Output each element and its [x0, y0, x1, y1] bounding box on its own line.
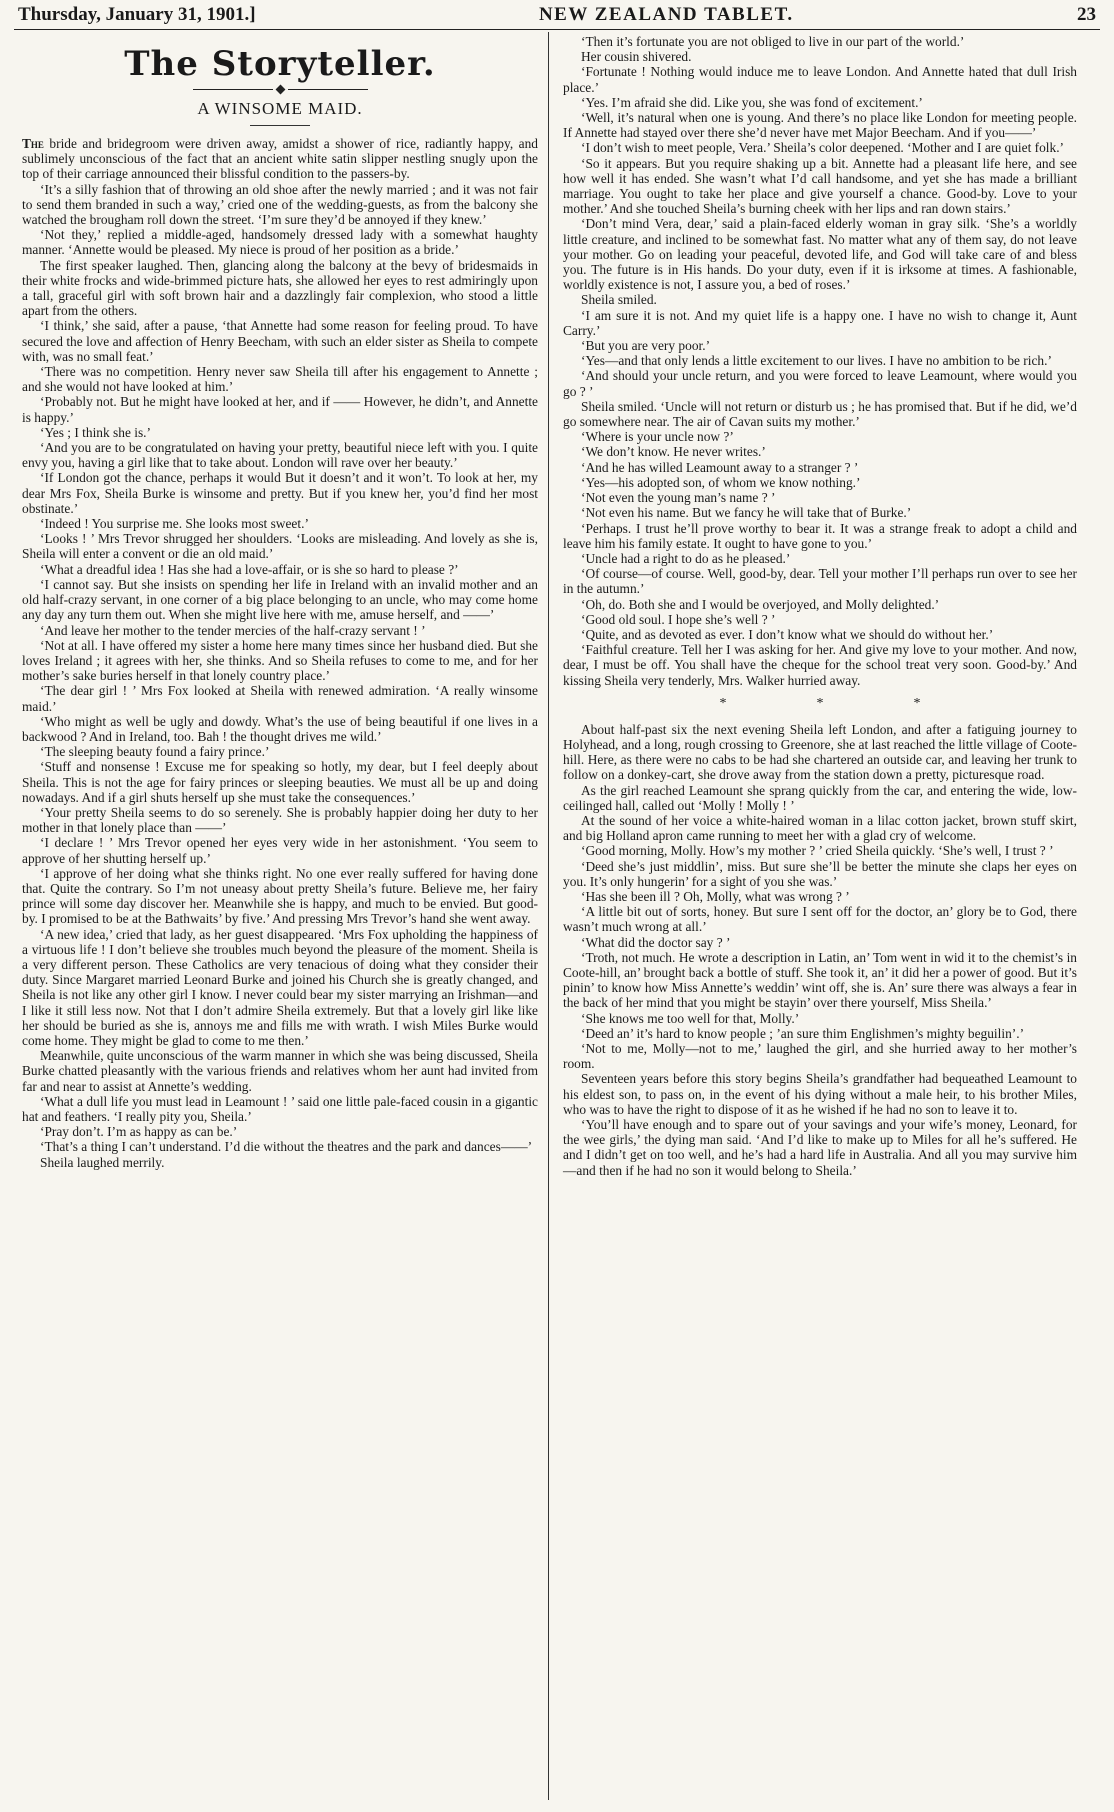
- paragraph: As the girl reached Leamount she sprang quickly from the car, and entering the wide, low-ceilinged hall, called out ‘Molly ! Molly ! ’: [563, 782, 1077, 813]
- paragraph: ‘Yes—his adopted son, of whom we know nothing.’: [581, 474, 861, 490]
- paragraph: Sheila smiled.: [581, 292, 657, 308]
- paragraph: ‘And you are to be congratulated on having your pretty, beautiful niece left with you. I quite envy you, having a girl like that to take about. London will rave over her beauty.’: [22, 440, 538, 471]
- paragraph: ‘Then it’s fortunate you are not obliged to live in our part of the world.’: [581, 34, 965, 49]
- paragraph: ‘Fortunate ! Nothing would induce me to leave London. And Annette hated that dull Irish place.’: [563, 64, 1077, 95]
- paragraph: ‘Not to me, Molly—not to me,’ laughed the girl, and she hurried away to her mother’s room.: [563, 1041, 1077, 1072]
- separator-star: *: [913, 695, 921, 711]
- paragraph: Seventeen years before this story begins Sheila’s grandfather had bequeathed Leamount to his eldest son, to pass on, in the event of his dying without a male heir, to his brother Miles, who was to have the right to dispose of it as he wished if he had no son to leave it to.: [563, 1071, 1077, 1117]
- left-column: [14, 30, 548, 1800]
- paragraph: ‘Quite, and as devoted as ever. I don’t know what we should do without her.’: [581, 626, 994, 642]
- paragraph: ‘What a dull life you must lead in Leamount ! ’ said one little pale-faced cousin in a gigantic hat and feathers. ‘I really pity you, Sheila.’: [22, 1093, 538, 1124]
- separator-star: *: [719, 695, 727, 711]
- paragraph: ‘I am sure it is not. And my quiet life is a happy one. I have no wish to change it, Aunt Carry.’: [563, 307, 1077, 338]
- paragraph: ‘Indeed ! You surprise me. She looks most sweet.’: [40, 516, 309, 532]
- opening-word: The: [22, 136, 44, 151]
- paragraph: ‘What did the doctor say ? ’: [581, 934, 731, 950]
- opening-text: bride and bridegroom were driven away, amidst a shower of rice, radiantly happy, and sublimely unconscious of the fact that an ancient white satin slipper nestling snugly upon the top of their carriage announced their blissful condition to the passers-by.: [22, 136, 538, 182]
- paragraph: ‘That’s a thing I can’t understand. I’d die without the theatres and the park and dances——’: [40, 1139, 533, 1155]
- paragraph: ‘Of course—of course. Well, good-by, dear. Tell your mother I’ll perhaps run over to see her in the autumn.’: [563, 566, 1077, 597]
- paragraph: ‘A new idea,’ cried that lady, as her guest disappeared. ‘Mrs Fox upholding the happiness of a virtuous life ! I don’t believe she troubles much beyond the pleasure of the moment. Sheila is a very different person. These Catholics are very tenacious of doing what they consider their duty. Since Margaret married Leonard Burke and joined his Church she is greatly changed, and Sheila is not like any other girl I know. I never could bear my sister marrying an Irishman—and I like it still less now. Not that I don’t admire Sheila extremely. But that a lovely girl like like her should be buried as she is, annoys me and fills me with wrath. I wish Miles Burke would come home. They might be glad to come to me then.’: [22, 926, 538, 1048]
- right-column: [549, 30, 1083, 1800]
- paragraph: ‘I think,’ she said, after a pause, ‘that Annette had some reason for feeling proud. To have secured the love and affection of Henry Beecham, with such an elder sister as Sheila to compete with, was no small feat.’: [22, 318, 538, 364]
- paragraph: The first speaker laughed. Then, glancing along the balcony at the bevy of bridesmaids in their white frocks and wide-brimmed picture hats, she allowed her eyes to rest admiringly upon a tall, graceful girl with soft brown hair and a dazzlingly fair complexion, who stood a little apart from the others.: [22, 257, 538, 319]
- paragraph: At the sound of her voice a white-haired woman in a lilac cotton jacket, brown stuff skirt, and big Holland apron came running to meet her with a glad cry of welcome.: [563, 812, 1077, 844]
- paragraph: ‘The dear girl ! ’ Mrs Fox looked at Sheila with renewed admiration. ‘A really winsome maid.’: [22, 683, 538, 714]
- issue-date: Thursday, January 31, 1901.]: [18, 4, 256, 25]
- paragraph: Meanwhile, quite unconscious of the warm manner in which she was being discussed, Sheila Burke chatted pleasantly with the various friends and relatives whom her aunt had invited from far and near to assist at Annette’s wedding.: [22, 1048, 538, 1094]
- paragraph: ‘And leave her mother to the tender mercies of the half-crazy servant ! ’: [40, 622, 426, 638]
- paragraph: Sheila smiled. ‘Uncle will not return or disturb us ; he has promised that. But if he did, we’d go somewhere near. The air of Cavan suits my mother.’: [563, 398, 1077, 430]
- paragraph: ‘Your pretty Sheila seems to do so serenely. She is probably happier doing her duty to her mother in that lonely place than ——’: [22, 804, 538, 836]
- paragraph: ‘And he has willed Leamount away to a stranger ? ’: [581, 459, 859, 475]
- paragraph: ‘She knows me too well for that, Molly.’: [581, 1010, 800, 1026]
- paragraph: ‘Yes ; I think she is.’: [40, 424, 151, 440]
- right-column-body-bottom: [563, 722, 1077, 1178]
- paragraph: ‘There was no competition. Henry never saw Sheila till after his engagement to Annette ; and she would not have looked at him.’: [22, 364, 538, 395]
- paragraph: ‘I approve of her doing what she thinks right. No one ever really suffered for having done that. Quite the contrary. So I’m not uneasy about pretty Sheila’s future. Believe me, her fairy prince will some day discover her. Meanwhile she is happy, and much to be envied. But good-by. I promised to be at the Bathwaits’ by five.’ And pressing Mrs Trevor’s hand she went away.: [22, 865, 538, 927]
- paragraph: ‘Yes—and that only lends a little excitement to our lives. I have no ambition to be rich.’: [581, 353, 1052, 369]
- story-title: A WINSOME MAID.: [197, 99, 363, 118]
- paragraph: ‘Uncle had a right to do as he pleased.’: [581, 550, 791, 566]
- paragraph: ‘It’s a silly fashion that of throwing an old shoe after the newly married ; and it was not fair to send them branded in such a way,’ cried one of the wedding-guests, as from the balcony she watched the brougham roll down the street. ‘I’m sure they’d be annoyed if they knew.’: [22, 181, 538, 228]
- paragraph: ‘Yes. I’m afraid she did. Like you, she was fond of excitement.’: [581, 94, 923, 110]
- paragraph: ‘Good morning, Molly. How’s my mother ? ’ cried Sheila quickly. ‘She’s well, I trust ? ’: [581, 843, 1054, 859]
- paragraph: ‘Not even the young man’s name ? ’: [581, 490, 776, 506]
- paragraph: Sheila laughed merrily.: [40, 1154, 165, 1170]
- paragraph: ‘The sleeping beauty found a fairy prince.’: [40, 744, 270, 760]
- section-break: [563, 696, 1077, 712]
- paragraph: ‘Well, it’s natural when one is young. And there’s no place like London for meeting people. If Annette had stayed over there she’d never have met Major Beecham. And if you——’: [563, 110, 1077, 141]
- article-columns: [14, 30, 1100, 1800]
- title-ornament: [22, 86, 538, 93]
- masthead: [14, 4, 1100, 30]
- paragraph: ‘You’ll have enough and to spare out of your savings and your wife’s money, Leonard, for the wee girls,’ the dying man said. ‘And I’d like to make up to Miles for all he’s suffered. He and I didn’t get on too well, and he’s had a hard life in Australia. And all you may survive him—and then if he had no son it would belong to Sheila.’: [563, 1117, 1077, 1178]
- title-rule: [250, 125, 310, 126]
- paragraph: ‘Not at all. I have offered my sister a home here many times since her husband died. But she loves Ireland ; it agrees with her, she thinks. And so Sheila refuses to come to me, and for her mother’s sake buries herself in that lonely country place.’: [22, 637, 538, 684]
- paragraph: ‘Looks ! ’ Mrs Trevor shrugged her shoulders. ‘Looks are misleading. And lovely as she is, Sheila will enter a convent or die an old maid.’: [22, 531, 538, 562]
- paragraph: ‘Stuff and nonsense ! Excuse me for speaking so hotly, my dear, but I feel deeply about Sheila. This is not the age for fairy princes or sleeping beauties. We must all be up and doing nowadays. And if a girl shuts herself up she must take the consequences.’: [22, 759, 538, 805]
- paragraph: ‘Deed an’ it’s hard to know people ; ’an sure thim Englishmen’s mighty beguilin’.’: [581, 1025, 1025, 1041]
- separator-star: *: [816, 695, 824, 711]
- paragraph: ‘So it appears. But you require shaking up a bit. Annette had a pleasant life here, and see how well it has ended. She wasn’t what I’d call handsome, and yet she has made a brilliant marriage. You ought to take her place and give yourself a chance. Good-by. Love to your mother.’ And she touched Sheila’s burning cheek with her lips and ran down stairs.’: [563, 155, 1077, 217]
- paragraph: ‘Not they,’ replied a middle-aged, handsomely dressed lady with a somewhat haughty manner. ‘Annette would be pleased. My niece is proud of her position as a bride.’: [22, 227, 538, 258]
- left-column-body: [22, 182, 538, 1170]
- paragraph: ‘Has she been ill ? Oh, Molly, what was wrong ? ’: [581, 888, 850, 904]
- paragraph: ‘Faithful creature. Tell her I was asking for her. And give my love to your mother. And now, dear, I must be off. You shall have the cheque for the school treat very soon. Good-by.’ And kissing Sheila very tenderly, Mrs. Walker hurried away.: [563, 642, 1077, 688]
- paragraph: ‘Oh, do. Both she and I would be overjoyed, and Molly delighted.’: [581, 596, 940, 612]
- right-column-body-top: [563, 34, 1077, 688]
- paragraph: ‘I declare ! ’ Mrs Trevor opened her eyes very wide in her astonishment. ‘You seem to approve of her shutting herself up.’: [22, 835, 538, 866]
- paragraph: ‘Troth, not much. He wrote a description in Latin, an’ Tom went in wid it to the chemist’s in Coote-hill, an’ brought back a bottle of stuff. She took it, an’ it did her a power of good. But it’s pinin’ to know how Miss Annette’s weddin’ wint off, she is. An’ sure there was always a fear in the back of her mind that you might be stayin’ over there yourself, Miss Sheila.’: [563, 949, 1077, 1011]
- paragraph: ‘I cannot say. But she insists on spending her life in Ireland with an invalid mother and an old half-crazy servant, in one corner of a big place belonging to an uncle, who may come home any day any turn them out. When she might live here with me, amuse herself, and ——’: [22, 576, 538, 623]
- page-number: 23: [1077, 4, 1096, 25]
- paragraph: About half-past six the next evening Sheila left London, and after a fatiguing journey to Holyhead, and a long, rough crossing to Greenore, she at last reached the little village of Coote-hill. Here, as there were no cabs to be had she chartered an outside car, and leaving her trunk to follow on a donkey-cart, she drove away from the station down a pretty, picturesque road.: [563, 721, 1077, 783]
- opening-paragraph: [22, 136, 538, 182]
- paragraph: ‘Probably not. But he might have looked at her, and if —— However, he didn’t, and Annette is happy.’: [22, 394, 538, 425]
- paragraph: ‘I don’t wish to meet people, Vera.’ Sheila’s color deepened. ‘Mother and I are quiet folk.’: [581, 140, 1065, 156]
- paragraph: ‘If London got the chance, perhaps it would But it doesn’t and it won’t. To look at her, my dear Mrs Fox, Sheila Burke is winsome and pretty. But if you knew her, you’d find her most obstinate.’: [22, 470, 538, 516]
- paragraph: ‘Perhaps. I trust he’ll prove worthy to bear it. It was a strange freak to adopt a child and leave him his family estate. It ought to have gone to you.’: [563, 520, 1077, 551]
- paragraph: ‘Deed she’s just middlin’, miss. But sure she’ll be better the minute she claps her eyes on you. It’s only hungerin’ for a sight of you she was.’: [563, 858, 1077, 889]
- paragraph: ‘What a dreadful idea ! Has she had a love-affair, or is she so hard to please ?’: [40, 561, 459, 577]
- paragraph: ‘Don’t mind Vera, dear,’ said a plain-faced elderly woman in gray silk. ‘She’s a worldly little creature, and inclined to be somewhat fast. No matter what any of them say, do not leave your mother. Go on leading your peaceful, devoted life, and God will take care of and bless you. The future is in His hands. Do your duty, even if it is irksome at times. A fashionable, worldly existence is not, I assure you, a bed of roses.’: [563, 216, 1077, 293]
- paragraph: ‘Who might as well be ugly and dowdy. What’s the use of being beautiful if one lives in a backwood ? And in Ireland, too. Bah ! the thought drives me wild.’: [22, 713, 538, 744]
- paragraph: ‘Pray don’t. I’m as happy as can be.’: [40, 1124, 238, 1140]
- paragraph: ‘A little bit out of sorts, honey. But sure I sent off for the doctor, an’ glory be to God, there wasn’t much wrong at all.’: [563, 904, 1077, 935]
- paragraph: ‘And should your uncle return, and you were forced to leave Leamount, where would you go ? ’: [563, 368, 1077, 399]
- paragraph: ‘Not even his name. But we fancy he will take that of Burke.’: [581, 505, 912, 521]
- paragraph: ‘Where is your uncle now ?’: [581, 429, 734, 445]
- paragraph: ‘We don’t know. He never writes.’: [581, 444, 766, 460]
- section-title: The Storyteller.: [124, 44, 436, 84]
- paragraph: ‘But you are very poor.’: [581, 338, 711, 354]
- paragraph: ‘Good old soul. I hope she’s well ? ’: [581, 611, 776, 627]
- paragraph: Her cousin shivered.: [581, 49, 692, 65]
- publication-name: NEW ZEALAND TABLET.: [538, 4, 794, 25]
